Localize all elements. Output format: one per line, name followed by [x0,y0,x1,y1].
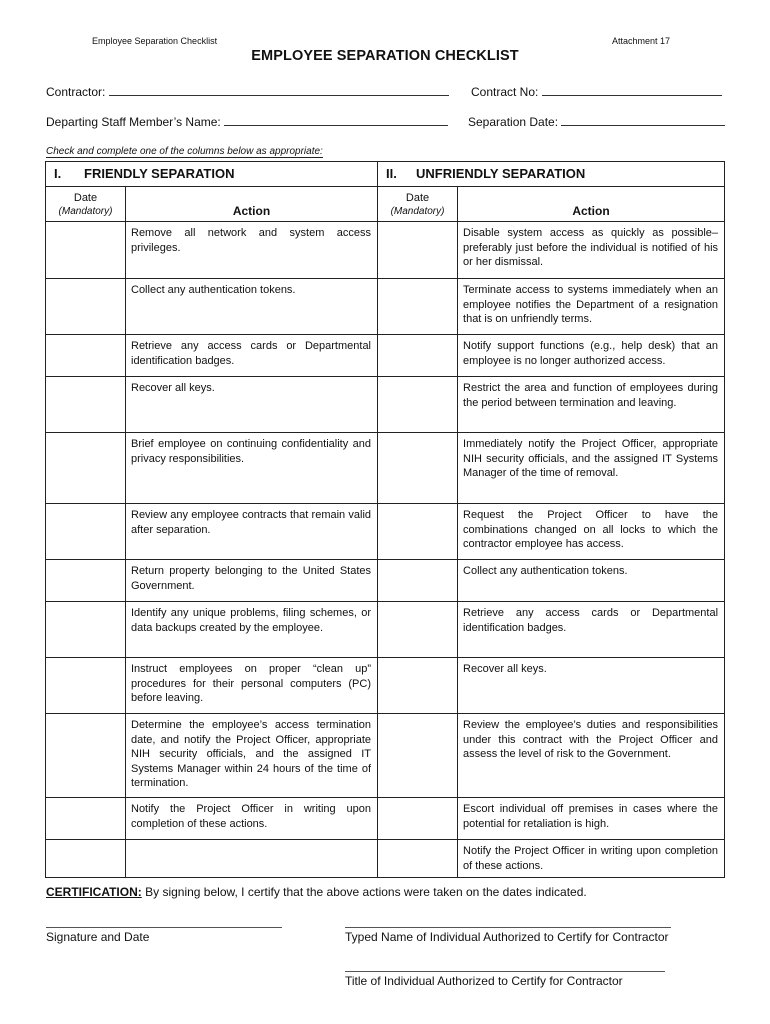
unfriendly-action-cell: Notify the Project Officer in writing upon completion of these actions. [458,840,725,878]
unfriendly-date-cell[interactable] [378,335,458,377]
friendly-date-cell[interactable] [46,602,126,658]
friendly-date-cell[interactable] [46,377,126,433]
friendly-action-cell: Determine the employee’s access termination date, and notify the Project Officer, appropriate NIH security officials, and the assigned IT Systems Manager within 24 hours of the time of termination. [126,714,378,798]
unfriendly-date-cell[interactable] [378,504,458,560]
table-row [46,504,725,560]
friendly-action-cell: Retrieve any access cards or Departmental identification badges. [126,335,378,377]
table-row [46,433,725,504]
unfriendly-action-cell: Restrict the area and function of employees during the period between termination and leaving. [458,377,725,433]
unfriendly-action-cell: Notify support functions (e.g., help desk) that an employee is no longer authorized access. [458,335,725,377]
unfriendly-action-cell: Collect any authentication tokens. [458,560,725,602]
friendly-date-cell[interactable] [46,335,126,377]
friendly-action-cell [126,840,378,878]
unfriendly-section-number: II. [386,165,397,181]
friendly-date-cell[interactable] [46,504,126,560]
unfriendly-action-cell: Disable system access as quickly as possible–preferably just before the individual is notified of his or her dismissal. [458,222,725,279]
typed-name-line[interactable] [345,927,671,928]
table-row [46,279,725,335]
table-row [46,658,725,714]
table-row [46,840,725,878]
friendly-date-cell[interactable] [46,714,126,798]
friendly-action-cell: Remove all network and system access privileges. [126,222,378,279]
staff-name-field[interactable] [46,114,448,129]
certification-text: By signing below, I certify that the above actions were taken on the dates indicated. [141,885,587,899]
friendly-date-cell[interactable] [46,840,126,878]
friendly-date-header [46,187,126,222]
table-row [46,798,725,840]
unfriendly-date-cell[interactable] [378,658,458,714]
unfriendly-action-cell: Review the employee’s duties and responsibilities under this contract with the Project Officer and assess the level of risk to the Government. [458,714,725,798]
unfriendly-date-cell[interactable] [378,433,458,504]
unfriendly-action-cell: Escort individual off premises in cases where the potential for retaliation is high. [458,798,725,840]
attachment-label: Attachment 17 [612,36,671,46]
friendly-action-cell: Recover all keys. [126,377,378,433]
unfriendly-date-cell[interactable] [378,714,458,798]
table-row [46,377,725,433]
unfriendly-action-header: Action [458,187,725,222]
typed-name-label: Typed Name of Individual Authorized to Certify for Contractor [345,930,669,944]
unfriendly-date-cell[interactable] [378,377,458,433]
unfriendly-section-title: UNFRIENDLY SEPARATION [416,165,586,181]
table-row [46,602,725,658]
contractor-label: Contractor: [46,85,106,99]
unfriendly-date-cell[interactable] [378,840,458,878]
signature-date-label: Signature and Date [46,930,150,944]
separation-date-label: Separation Date: [468,115,559,129]
friendly-date-note: (Mandatory) [58,206,113,217]
unfriendly-action-cell: Terminate access to systems immediately when an employee notifies the Department of a resignation that is on unfriendly terms. [458,279,725,335]
friendly-action-cell: Return property belonging to the United States Government. [126,560,378,602]
friendly-action-cell: Review any employee contracts that remain valid after separation. [126,504,378,560]
friendly-action-cell: Instruct employees on proper “clean up” procedures for their personal computers (PC) before leaving. [126,658,378,714]
unfriendly-date-cell[interactable] [378,560,458,602]
page-title: EMPLOYEE SEPARATION CHECKLIST [251,48,519,64]
separation-date-field[interactable] [468,114,725,129]
friendly-section-number: I. [54,165,62,181]
unfriendly-date-cell[interactable] [378,602,458,658]
unfriendly-date-cell[interactable] [378,222,458,279]
friendly-date-cell[interactable] [46,560,126,602]
separation-checklist-table [45,161,725,878]
friendly-date-cell[interactable] [46,798,126,840]
unfriendly-action-cell: Retrieve any access cards or Departmental identification badges. [458,602,725,658]
friendly-action-cell: Collect any authentication tokens. [126,279,378,335]
unfriendly-section-header [378,162,725,187]
unfriendly-action-cell: Immediately notify the Project Officer, appropriate NIH security officials, and the assigned IT Systems Manager of the time of removal. [458,433,725,504]
friendly-date-cell[interactable] [46,279,126,335]
unfriendly-date-label: Date [405,192,430,204]
friendly-date-label: Date [73,192,98,204]
separation-date-blank[interactable] [561,114,725,126]
friendly-section-title: FRIENDLY SEPARATION [84,165,235,181]
unfriendly-date-header [378,187,458,222]
contractor-blank[interactable] [109,84,449,96]
unfriendly-date-note: (Mandatory) [390,206,445,217]
friendly-action-cell: Identify any unique problems, filing schemes, or data backups created by the employee. [126,602,378,658]
contractor-field[interactable] [46,84,449,99]
unfriendly-date-cell[interactable] [378,279,458,335]
staff-name-blank[interactable] [224,114,448,126]
friendly-date-cell[interactable] [46,433,126,504]
friendly-action-header: Action [126,187,378,222]
friendly-action-cell: Notify the Project Officer in writing upon completion of these actions. [126,798,378,840]
table-row [46,714,725,798]
friendly-section-header [46,162,378,187]
instruction-text: Check and complete one of the columns below as appropriate: [46,146,323,157]
title-line[interactable] [345,971,665,972]
unfriendly-action-cell: Request the Project Officer to have the combinations changed on all locks to which the contractor employee has access. [458,504,725,560]
certification-label: CERTIFICATION: [46,885,142,899]
certification-statement [46,885,587,899]
contract-no-field[interactable] [471,84,722,99]
staff-name-label: Departing Staff Member’s Name: [46,115,221,129]
unfriendly-action-cell: Recover all keys. [458,658,725,714]
contract-no-blank[interactable] [542,84,722,96]
signature-line[interactable] [46,927,282,928]
friendly-date-cell[interactable] [46,222,126,279]
friendly-action-cell: Brief employee on continuing confidentiality and privacy responsibilities. [126,433,378,504]
table-row [46,560,725,602]
table-row [46,222,725,279]
table-row [46,335,725,377]
unfriendly-date-cell[interactable] [378,798,458,840]
friendly-date-cell[interactable] [46,658,126,714]
title-label: Title of Individual Authorized to Certify for Contractor [345,974,623,988]
contract-no-label: Contract No: [471,85,539,99]
header-left-text: Employee Separation Checklist [92,36,218,46]
